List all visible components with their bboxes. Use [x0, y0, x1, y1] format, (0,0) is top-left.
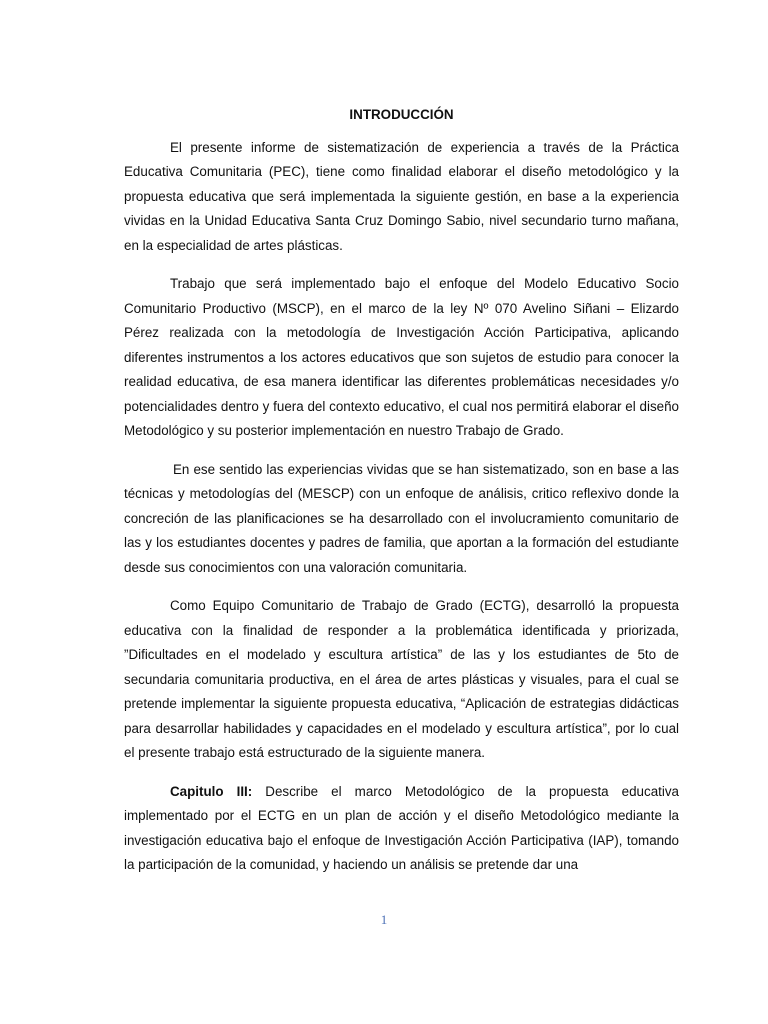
paragraph-1: El presente informe de sistematización de experiencia a través de la Práctica Educativa Comunitaria (PEC), tiene como finalidad elaborar el diseño metodológico y la propuesta educativa que será implementada la siguiente gestión, en base a la experiencia vividas en la Unidad Educativa Santa Cruz Domingo Sabio, nivel secundario turno mañana, en la especialidad de artes plásticas. — [124, 139, 679, 253]
page-number: 1 — [380, 912, 388, 927]
paragraph-2: Trabajo que será implementado bajo el enfoque del Modelo Educativo Socio Comunitario Productivo (MSCP), en el marco de la ley Nº 070 Avelino Siñani – Elizardo Pérez realizada con la metodología de Investigación Acción Participativa, aplicando diferentes instrumentos a los actores educativos que son sujetos de estudio para conocer la realidad educativa, de esa manera identificar las diferentes problemáticas necesidades y/o potencialidades dentro y fuera del contexto educativo, el cual nos permitirá elaborar el diseño Metodológico y su posterior implementación en nuestro Trabajo de Grado. — [124, 276, 679, 438]
chapter-label: Capitulo III: — [170, 783, 253, 799]
paragraph-5 — [124, 780, 679, 878]
document-body — [124, 103, 679, 892]
document-title: INTRODUCCIÓN — [349, 107, 454, 122]
paragraph-4: Como Equipo Comunitario de Trabajo de Grado (ECTG), desarrolló la propuesta educativa con la finalidad de responder a la problemática identificada y priorizada, ”Dificultades en el modelado y escultura artística” de las y los estudiantes de 5to de secundaria comunitaria productiva, en el área de artes plásticas y visuales, para el cual se pretende implementar la siguiente propuesta educativa, “Aplicación de estrategias didácticas para desarrollar habilidades y capacidades en el modelado y escultura artística”, por lo cual el presente trabajo está estructurado de la siguiente manera. — [124, 598, 679, 760]
paragraph-5-text: Describe el marco Metodológico de la propuesta educativa implementado por el ECTG en un plan de acción y el diseño Metodológico mediante la investigación educativa bajo el enfoque de Investigación Acción Participativa (IAP), tomando la participación de la comunidad, y haciendo un análisis se pretende dar una — [124, 783, 679, 872]
paragraph-3: En ese sentido las experiencias vividas que se han sistematizado, son en base a las técnicas y metodologías del (MESCP) con un enfoque de análisis, critico reflexivo donde la concreción de las planificaciones se ha desarrollado con el involucramiento comunitario de las y los estudiantes docentes y padres de familia, que aportan a la formación del estudiante desde sus conocimientos con una valoración comunitaria. — [124, 461, 679, 575]
